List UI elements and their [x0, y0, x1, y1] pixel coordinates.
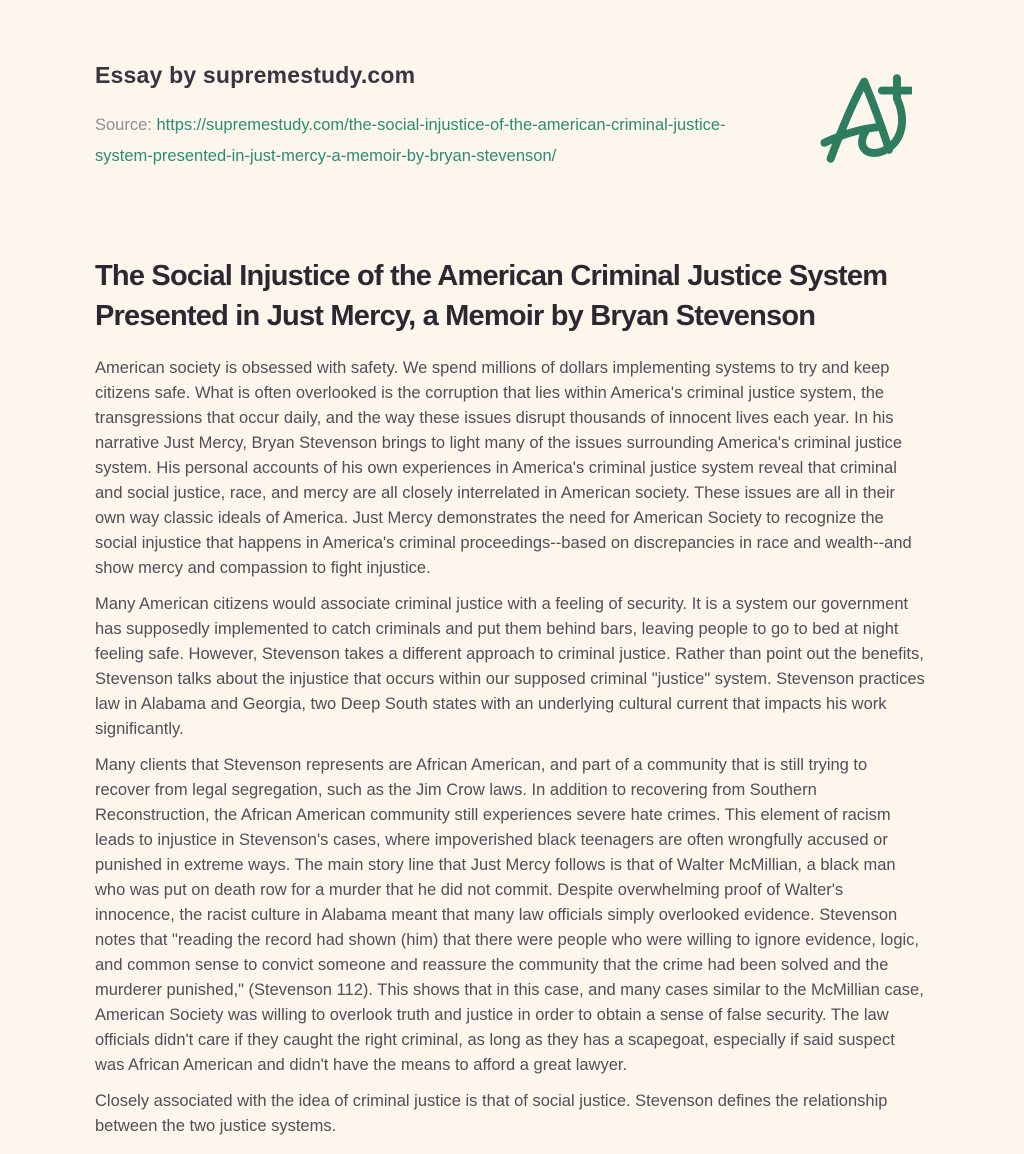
- supremestudy-logo: [820, 70, 912, 166]
- essay-body: [95, 356, 925, 1139]
- page-header: [95, 62, 925, 172]
- logo-a-crossbar: [824, 127, 880, 143]
- essay-paragraph: Many clients that Stevenson represents are African American, and part of a community that is still trying to recover from legal segregation, such as the Jim Crow laws. In addition to recovering from Southern Reconstruction, the African American community still experiences severe hate crimes. This element of racism leads to injustice in Stevenson's cases, where impoverished black teenagers are often wrongfully accused or punished in extreme ways. The main story line that Just Mercy follows is that of Walter McMillian, a black man who was put on death row for a murder that he did not commit. Despite overwhelming proof of Walter's innocence, the racist culture in Alabama meant that many law officials simply overlooked evidence. Stevenson notes that "reading the record had shown (him) that there were people who were willing to ignore evidence, logic, and common sense to convict someone and reassure the community that the crime had been solved and the murderer punished," (Stevenson 112). This shows that in this case, and many cases similar to the McMillian case, American Society was willing to overlook truth and justice in order to obtain a sense of false security. The law officials didn't care if they caught the right criminal, as long as they has a scapegoat, especially if said suspect was African American and didn't have the means to afford a great lawyer.: [95, 756, 924, 1074]
- page-title: Essay by supremestudy.com: [95, 62, 416, 88]
- source-line: [95, 110, 750, 172]
- essay-paragraph: Many American citizens would associate criminal justice with a feeling of security. It is a system our government has supposedly implemented to catch criminals and put them behind bars, leaving people to go to bed at night feeling safe. However, Stevenson takes a different approach to criminal justice. Rather than point out the benefits, Stevenson talks about the injustice that occurs within our supposed criminal "justice" system. Stevenson practices law in Alabama and Georgia, two Deep South states with an underlying cultural current that impacts his work significantly.: [95, 595, 925, 738]
- essay-paragraph: Closely associated with the idea of criminal justice is that of social justice. Stevenson defines the relationship between the two justice systems.: [95, 1092, 888, 1135]
- a-plus-logo-icon: [820, 70, 912, 166]
- essay-main: [95, 256, 925, 1139]
- essay-title: The Social Injustice of the American Criminal Justice System Presented in Just Mercy, a Memoir by Bryan Stevenson: [95, 260, 888, 332]
- essay-paragraph: American society is obsessed with safety. We spend millions of dollars implementing systems to try and keep citizens safe. What is often overlooked is the corruption that lies within America's criminal justice system, the transgressions that occur daily, and the way these issues disrupt thousands of innocent lives each year. In his narrative Just Mercy, Bryan Stevenson brings to light many of the issues surrounding America's criminal justice system. His personal accounts of his own experiences in America's criminal justice system reveal that criminal and social justice, race, and mercy are all closely interrelated in American society. These issues are all in their own way classic ideals of America. Just Mercy demonstrates the need for American Society to recognize the social injustice that happens in America's criminal proceedings--based on discrepancies in race and wealth--and show mercy and compassion to fight injustice.: [95, 359, 912, 577]
- source-link[interactable]: https://supremestudy.com/the-social-injustice-of-the-american-criminal-justice-system-presented-in-just-mercy-a-memoir-by-bryan-stevenson/: [95, 116, 726, 165]
- source-label: Source:: [95, 116, 157, 134]
